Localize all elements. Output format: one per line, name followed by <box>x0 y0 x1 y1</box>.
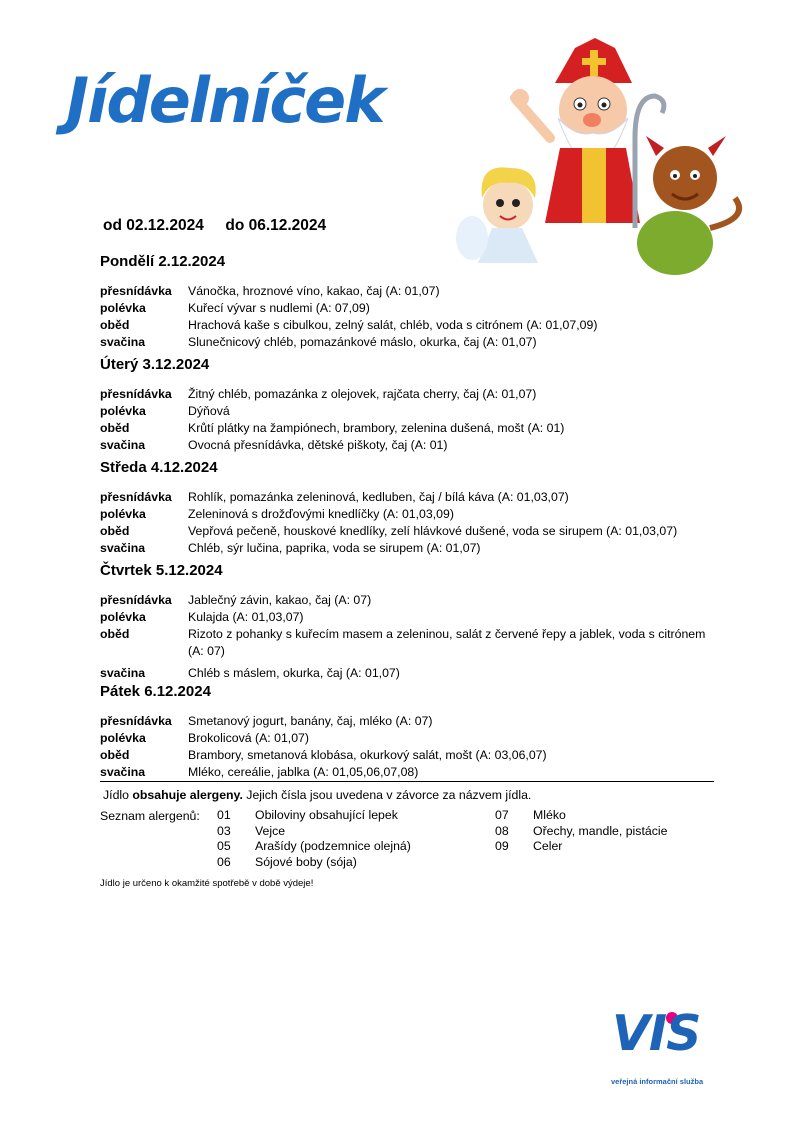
meal-row <box>100 506 740 523</box>
day-title: Pátek 6.12.2024 <box>100 683 211 700</box>
meal-text: Brokolicová (A: 01,07) <box>188 731 309 745</box>
allergen-code: 05 <box>217 839 231 853</box>
day-title: Středa 4.12.2024 <box>100 459 218 476</box>
meal-text: Chléb, sýr lučina, paprika, voda se sirupem (A: 01,07) <box>188 541 481 555</box>
vis-logo-subtitle: veřejná informační služba <box>611 1077 704 1086</box>
meal-text: Chléb s máslem, okurka, čaj (A: 01,07) <box>188 666 400 680</box>
meal-label: polévka <box>100 507 146 521</box>
meal-text: Slunečnicový chléb, pomazánkové máslo, okurka, čaj (A: 01,07) <box>188 335 537 349</box>
meal-label: svačina <box>100 765 146 779</box>
allergen-name: Sójové boby (sója) <box>255 854 357 869</box>
allergen-name: Ořechy, mandle, pistácie <box>533 823 668 838</box>
meal-text: Brambory, smetanová klobása, okurkový salát, mošt (A: 03,06,07) <box>188 748 547 762</box>
meal-text: Kulajda (A: 01,03,07) <box>188 610 304 624</box>
meal-row <box>100 540 740 557</box>
allergen-note-prefix: Jídlo <box>103 788 133 802</box>
allergen-name: Obiloviny obsahující lepek <box>255 808 398 822</box>
meal-text: Zeleninová s drožďovými knedlíčky (A: 01,03,09) <box>188 507 454 521</box>
meal-text: Rohlík, pomazánka zeleninová, kedluben, čaj / bílá káva (A: 01,03,07) <box>188 490 569 504</box>
allergen-note-suffix: Jejich čísla jsou uvedena v závorce za názvem jídla. <box>242 788 532 802</box>
meal-label: oběd <box>100 748 130 762</box>
meal-text: Rizoto z pohanky s kuřecím masem a zeleninou, salát z červené řepy a jablek, voda s citrónem (A: 07) <box>188 627 706 658</box>
day-thursday <box>100 562 740 682</box>
vis-logo-text: VIS <box>612 1005 701 1062</box>
meal-row <box>100 665 740 682</box>
meal-row <box>100 713 740 730</box>
meal-row <box>100 386 740 403</box>
allergen-name: Vejce <box>255 823 286 838</box>
meal-text: Jablečný závin, kakao, čaj (A: 07) <box>188 593 372 607</box>
date-range: od 02.12.2024 do 06.12.2024 <box>103 217 327 234</box>
meal-row <box>100 730 740 747</box>
meal-row <box>100 592 740 609</box>
meal-text: Vánočka, hroznové víno, kakao, čaj (A: 01,07) <box>188 284 440 298</box>
meal-label: přesnídávka <box>100 490 172 504</box>
meal-row <box>100 334 740 351</box>
meal-label: svačina <box>100 438 146 452</box>
allergen-note-bold: obsahuje alergeny. <box>132 788 243 802</box>
allergen-item <box>495 824 667 840</box>
meal-row <box>100 609 740 626</box>
day-title: Úterý 3.12.2024 <box>100 356 210 373</box>
allergen-code: 03 <box>217 823 231 838</box>
meal-text: Hrachová kaše s cibulkou, zelný salát, chléb, voda s citrónem (A: 01,07,09) <box>188 318 598 332</box>
meal-row <box>100 300 740 317</box>
allergen-name: Celer <box>533 839 563 853</box>
meal-label: polévka <box>100 301 146 315</box>
allergen-code: 07 <box>495 808 509 822</box>
meal-text: Žitný chléb, pomazánka z olejovek, rajčata cherry, čaj (A: 01,07) <box>188 387 537 401</box>
allergen-code: 08 <box>495 823 509 838</box>
allergen-item <box>217 808 411 824</box>
meal-label: přesnídávka <box>100 714 172 728</box>
meal-label: přesnídávka <box>100 284 172 298</box>
meal-text: Mléko, cereálie, jablka (A: 01,05,06,07,08) <box>188 765 419 779</box>
allergen-item <box>217 824 411 840</box>
meal-row <box>100 489 740 506</box>
meal-label: svačina <box>100 335 146 349</box>
meal-row <box>100 317 740 334</box>
meal-row <box>100 626 740 660</box>
meal-text: Dýňová <box>188 404 230 418</box>
meal-label: oběd <box>100 318 130 332</box>
meal-label: polévka <box>100 610 146 624</box>
allergen-item <box>495 839 667 855</box>
meal-text: Kuřecí vývar s nudlemi (A: 07,09) <box>188 301 370 315</box>
meal-row <box>100 403 740 420</box>
allergen-item <box>217 855 411 871</box>
meal-row <box>100 764 740 781</box>
allergen-name: Arašídy (podzemnice olejná) <box>255 839 411 853</box>
meal-label: přesnídávka <box>100 387 172 401</box>
saint-nicholas-angel-devil-illustration <box>450 38 750 278</box>
day-monday <box>100 253 740 351</box>
meal-label: oběd <box>100 627 130 641</box>
meal-label: svačina <box>100 666 146 680</box>
day-wednesday <box>100 459 740 557</box>
meal-text: Vepřová pečeně, houskové knedlíky, zelí hlávkové dušené, voda se sirupem (A: 01,03,07) <box>188 524 678 538</box>
allergen-note <box>103 788 531 802</box>
meal-row <box>100 747 740 764</box>
allergen-list-left <box>217 808 411 870</box>
meal-label: svačina <box>100 541 146 555</box>
meal-label: polévka <box>100 404 146 418</box>
allergen-list-right <box>495 808 667 855</box>
meal-label: přesnídávka <box>100 593 172 607</box>
meal-text: Krůtí plátky na žampiónech, brambory, zelenina dušená, mošt (A: 01) <box>188 421 565 435</box>
meal-label: polévka <box>100 731 146 745</box>
allergen-list-label: Seznam alergenů: <box>100 809 200 823</box>
day-title: Čtvrtek 5.12.2024 <box>100 562 223 579</box>
day-title: Pondělí 2.12.2024 <box>100 253 226 270</box>
meal-row <box>100 420 740 437</box>
meal-text: Ovocná přesnídávka, dětské piškoty, čaj (A: 01) <box>188 438 448 452</box>
footnote: Jídlo je určeno k okamžité spotřebě v době výdeje! <box>100 878 314 889</box>
meal-text: Smetanový jogurt, banány, čaj, mléko (A: 07) <box>188 714 433 728</box>
meal-label: oběd <box>100 524 130 538</box>
meal-row <box>100 523 740 540</box>
allergen-code: 01 <box>217 808 231 822</box>
allergen-code: 06 <box>217 854 231 869</box>
meal-label: oběd <box>100 421 130 435</box>
page-title: Jídelníček <box>66 64 384 137</box>
allergen-code: 09 <box>495 839 509 853</box>
day-friday <box>100 683 740 781</box>
allergen-name: Mléko <box>533 808 566 822</box>
meal-row <box>100 283 740 300</box>
divider-line <box>100 781 714 782</box>
day-tuesday <box>100 356 740 454</box>
allergen-item <box>217 839 411 855</box>
meal-row <box>100 437 740 454</box>
allergen-item <box>495 808 667 824</box>
